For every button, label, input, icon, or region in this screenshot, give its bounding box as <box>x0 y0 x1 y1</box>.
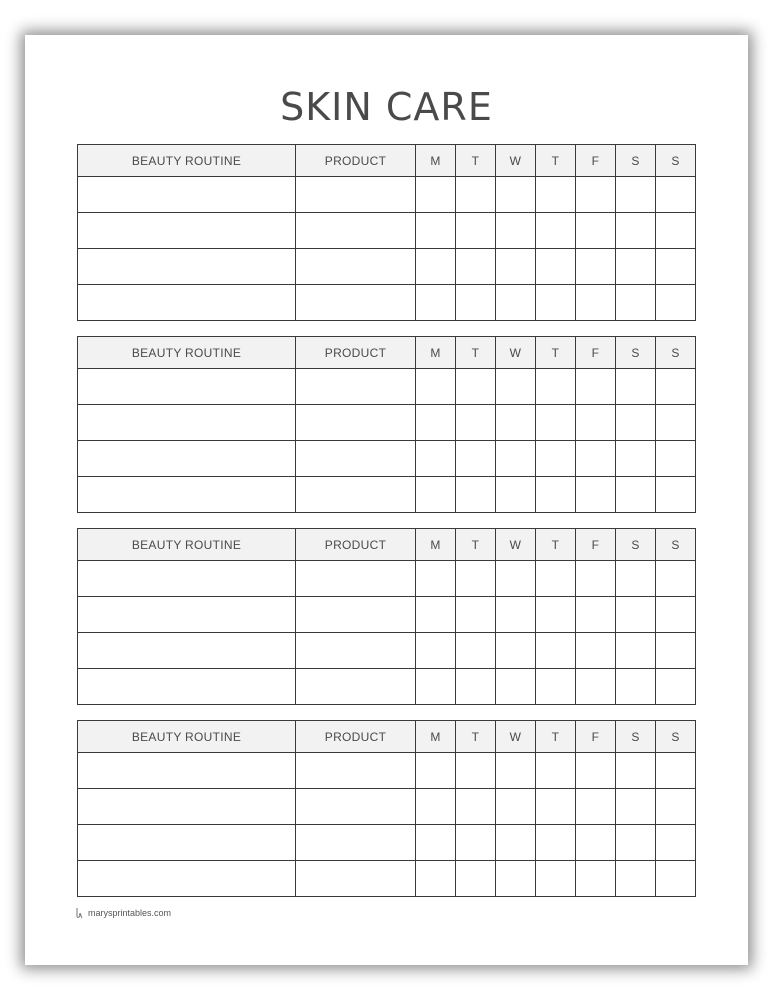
day-check-cell[interactable] <box>536 753 576 789</box>
day-check-cell[interactable] <box>416 561 456 597</box>
day-check-cell[interactable] <box>416 213 456 249</box>
routine-table <box>77 720 696 897</box>
day-check-cell[interactable] <box>656 597 696 633</box>
product-cell[interactable] <box>296 597 416 633</box>
product-cell[interactable] <box>296 561 416 597</box>
header-day: S <box>616 145 656 177</box>
day-check-cell[interactable] <box>456 441 496 477</box>
day-check-cell[interactable] <box>496 213 536 249</box>
day-check-cell[interactable] <box>616 789 656 825</box>
day-check-cell[interactable] <box>416 825 456 861</box>
day-check-cell[interactable] <box>416 669 456 705</box>
day-check-cell[interactable] <box>496 753 536 789</box>
routine-cell[interactable] <box>78 369 296 405</box>
header-row <box>78 529 696 561</box>
day-check-cell[interactable] <box>416 285 456 321</box>
day-check-cell[interactable] <box>616 597 656 633</box>
routine-cell[interactable] <box>78 177 296 213</box>
day-check-cell[interactable] <box>456 177 496 213</box>
header-day: T <box>456 145 496 177</box>
header-day: S <box>656 337 696 369</box>
day-check-cell[interactable] <box>416 441 456 477</box>
signature-by-icon <box>75 907 84 919</box>
day-check-cell[interactable] <box>496 285 536 321</box>
routine-cell[interactable] <box>78 825 296 861</box>
day-check-cell[interactable] <box>496 633 536 669</box>
header-day: T <box>536 337 576 369</box>
day-check-cell[interactable] <box>496 249 536 285</box>
day-check-cell[interactable] <box>536 597 576 633</box>
product-cell[interactable] <box>296 825 416 861</box>
day-check-cell[interactable] <box>616 441 656 477</box>
day-check-cell[interactable] <box>456 753 496 789</box>
product-cell[interactable] <box>296 285 416 321</box>
day-check-cell[interactable] <box>576 753 616 789</box>
day-check-cell[interactable] <box>656 177 696 213</box>
day-check-cell[interactable] <box>616 369 656 405</box>
header-product: PRODUCT <box>296 145 416 177</box>
routine-cell[interactable] <box>78 249 296 285</box>
day-check-cell[interactable] <box>656 669 696 705</box>
product-cell[interactable] <box>296 753 416 789</box>
day-check-cell[interactable] <box>616 477 656 513</box>
day-check-cell[interactable] <box>496 369 536 405</box>
day-check-cell[interactable] <box>456 561 496 597</box>
day-check-cell[interactable] <box>496 789 536 825</box>
day-check-cell[interactable] <box>576 477 616 513</box>
header-day: F <box>576 337 616 369</box>
day-check-cell[interactable] <box>536 405 576 441</box>
header-day: S <box>656 145 696 177</box>
day-check-cell[interactable] <box>456 825 496 861</box>
day-check-cell[interactable] <box>616 669 656 705</box>
table-row <box>78 561 696 597</box>
day-check-cell[interactable] <box>656 213 696 249</box>
day-check-cell[interactable] <box>536 177 576 213</box>
day-check-cell[interactable] <box>576 369 616 405</box>
header-day: W <box>496 721 536 753</box>
day-check-cell[interactable] <box>656 405 696 441</box>
day-check-cell[interactable] <box>416 249 456 285</box>
day-check-cell[interactable] <box>576 441 616 477</box>
day-check-cell[interactable] <box>456 369 496 405</box>
routine-cell[interactable] <box>78 597 296 633</box>
day-check-cell[interactable] <box>536 789 576 825</box>
day-check-cell[interactable] <box>616 825 656 861</box>
day-check-cell[interactable] <box>496 861 536 897</box>
header-day: M <box>416 721 456 753</box>
day-check-cell[interactable] <box>536 561 576 597</box>
day-check-cell[interactable] <box>456 789 496 825</box>
table-row <box>78 633 696 669</box>
day-check-cell[interactable] <box>496 597 536 633</box>
day-check-cell[interactable] <box>536 441 576 477</box>
day-check-cell[interactable] <box>536 249 576 285</box>
routine-cell[interactable] <box>78 633 296 669</box>
printable-page <box>25 35 748 965</box>
product-cell[interactable] <box>296 477 416 513</box>
page-title: SKIN CARE <box>280 85 493 129</box>
header-day: M <box>416 337 456 369</box>
header-day: W <box>496 529 536 561</box>
day-check-cell[interactable] <box>656 249 696 285</box>
product-cell[interactable] <box>296 249 416 285</box>
header-day: F <box>576 721 616 753</box>
product-cell[interactable] <box>296 177 416 213</box>
routine-table <box>77 528 696 705</box>
table-row <box>78 285 696 321</box>
header-product: PRODUCT <box>296 337 416 369</box>
routine-cell[interactable] <box>78 561 296 597</box>
day-check-cell[interactable] <box>656 825 696 861</box>
table-row <box>78 441 696 477</box>
day-check-cell[interactable] <box>656 561 696 597</box>
routine-cell[interactable] <box>78 669 296 705</box>
day-check-cell[interactable] <box>656 633 696 669</box>
header-product: PRODUCT <box>296 529 416 561</box>
day-check-cell[interactable] <box>416 477 456 513</box>
day-check-cell[interactable] <box>496 669 536 705</box>
day-check-cell[interactable] <box>456 249 496 285</box>
table-row <box>78 861 696 897</box>
day-check-cell[interactable] <box>536 369 576 405</box>
table-row <box>78 597 696 633</box>
day-check-cell[interactable] <box>616 633 656 669</box>
day-check-cell[interactable] <box>536 477 576 513</box>
day-check-cell[interactable] <box>576 177 616 213</box>
header-day: T <box>456 721 496 753</box>
day-check-cell[interactable] <box>416 369 456 405</box>
day-check-cell[interactable] <box>496 177 536 213</box>
day-check-cell[interactable] <box>496 561 536 597</box>
header-day: S <box>616 529 656 561</box>
day-check-cell[interactable] <box>456 669 496 705</box>
day-check-cell[interactable] <box>416 405 456 441</box>
day-check-cell[interactable] <box>616 561 656 597</box>
day-check-cell[interactable] <box>496 405 536 441</box>
header-day: M <box>416 529 456 561</box>
day-check-cell[interactable] <box>456 597 496 633</box>
day-check-cell[interactable] <box>456 213 496 249</box>
header-day: S <box>656 529 696 561</box>
table-row <box>78 177 696 213</box>
header-day: T <box>536 721 576 753</box>
day-check-cell[interactable] <box>536 633 576 669</box>
header-day: F <box>576 529 616 561</box>
day-check-cell[interactable] <box>616 405 656 441</box>
day-check-cell[interactable] <box>656 441 696 477</box>
header-product: PRODUCT <box>296 721 416 753</box>
table-row <box>78 753 696 789</box>
product-cell[interactable] <box>296 861 416 897</box>
day-check-cell[interactable] <box>536 825 576 861</box>
table-row <box>78 249 696 285</box>
day-check-cell[interactable] <box>656 753 696 789</box>
day-check-cell[interactable] <box>416 633 456 669</box>
header-day: T <box>536 529 576 561</box>
product-cell[interactable] <box>296 669 416 705</box>
routine-cell[interactable] <box>78 789 296 825</box>
header-day: F <box>576 145 616 177</box>
day-check-cell[interactable] <box>576 249 616 285</box>
header-beauty-routine: BEAUTY ROUTINE <box>78 529 296 561</box>
day-check-cell[interactable] <box>576 405 616 441</box>
table-row <box>78 213 696 249</box>
day-check-cell[interactable] <box>576 825 616 861</box>
table-row <box>78 369 696 405</box>
day-check-cell[interactable] <box>456 477 496 513</box>
header-beauty-routine: BEAUTY ROUTINE <box>78 721 296 753</box>
day-check-cell[interactable] <box>656 861 696 897</box>
routine-table <box>77 336 696 513</box>
day-check-cell[interactable] <box>576 597 616 633</box>
day-check-cell[interactable] <box>416 789 456 825</box>
day-check-cell[interactable] <box>456 285 496 321</box>
day-check-cell[interactable] <box>616 753 656 789</box>
day-check-cell[interactable] <box>576 861 616 897</box>
product-cell[interactable] <box>296 369 416 405</box>
day-check-cell[interactable] <box>536 861 576 897</box>
day-check-cell[interactable] <box>616 285 656 321</box>
table-row <box>78 825 696 861</box>
table-row <box>78 477 696 513</box>
product-cell[interactable] <box>296 633 416 669</box>
routine-table <box>77 144 696 321</box>
header-row <box>78 337 696 369</box>
day-check-cell[interactable] <box>456 861 496 897</box>
table-row <box>78 405 696 441</box>
day-check-cell[interactable] <box>616 177 656 213</box>
day-check-cell[interactable] <box>416 753 456 789</box>
day-check-cell[interactable] <box>656 477 696 513</box>
footer <box>75 907 171 919</box>
day-check-cell[interactable] <box>416 177 456 213</box>
header-row <box>78 145 696 177</box>
header-day: W <box>496 145 536 177</box>
product-cell[interactable] <box>296 405 416 441</box>
day-check-cell[interactable] <box>416 861 456 897</box>
header-beauty-routine: BEAUTY ROUTINE <box>78 337 296 369</box>
header-day: W <box>496 337 536 369</box>
product-cell[interactable] <box>296 213 416 249</box>
day-check-cell[interactable] <box>536 285 576 321</box>
product-cell[interactable] <box>296 441 416 477</box>
table-row <box>78 669 696 705</box>
routine-cell[interactable] <box>78 753 296 789</box>
day-check-cell[interactable] <box>456 405 496 441</box>
day-check-cell[interactable] <box>536 213 576 249</box>
routine-cell[interactable] <box>78 861 296 897</box>
day-check-cell[interactable] <box>576 285 616 321</box>
day-check-cell[interactable] <box>496 825 536 861</box>
footer-site: marysprintables.com <box>88 908 172 918</box>
header-day: T <box>456 337 496 369</box>
header-day: M <box>416 145 456 177</box>
day-check-cell[interactable] <box>416 597 456 633</box>
day-check-cell[interactable] <box>576 789 616 825</box>
day-check-cell[interactable] <box>616 861 656 897</box>
header-day: S <box>656 721 696 753</box>
day-check-cell[interactable] <box>656 789 696 825</box>
routine-cell[interactable] <box>78 405 296 441</box>
header-day: T <box>456 529 496 561</box>
day-check-cell[interactable] <box>496 441 536 477</box>
routine-cell[interactable] <box>78 285 296 321</box>
table-row <box>78 789 696 825</box>
routine-cell[interactable] <box>78 441 296 477</box>
product-cell[interactable] <box>296 789 416 825</box>
day-check-cell[interactable] <box>576 213 616 249</box>
day-check-cell[interactable] <box>656 369 696 405</box>
day-check-cell[interactable] <box>576 561 616 597</box>
day-check-cell[interactable] <box>616 249 656 285</box>
day-check-cell[interactable] <box>576 633 616 669</box>
header-day: S <box>616 337 656 369</box>
routine-cell[interactable] <box>78 477 296 513</box>
day-check-cell[interactable] <box>536 669 576 705</box>
header-day: T <box>536 145 576 177</box>
day-check-cell[interactable] <box>656 285 696 321</box>
day-check-cell[interactable] <box>456 633 496 669</box>
header-day: S <box>616 721 656 753</box>
day-check-cell[interactable] <box>496 477 536 513</box>
header-beauty-routine: BEAUTY ROUTINE <box>78 145 296 177</box>
routine-cell[interactable] <box>78 213 296 249</box>
day-check-cell[interactable] <box>616 213 656 249</box>
day-check-cell[interactable] <box>576 669 616 705</box>
header-row <box>78 721 696 753</box>
